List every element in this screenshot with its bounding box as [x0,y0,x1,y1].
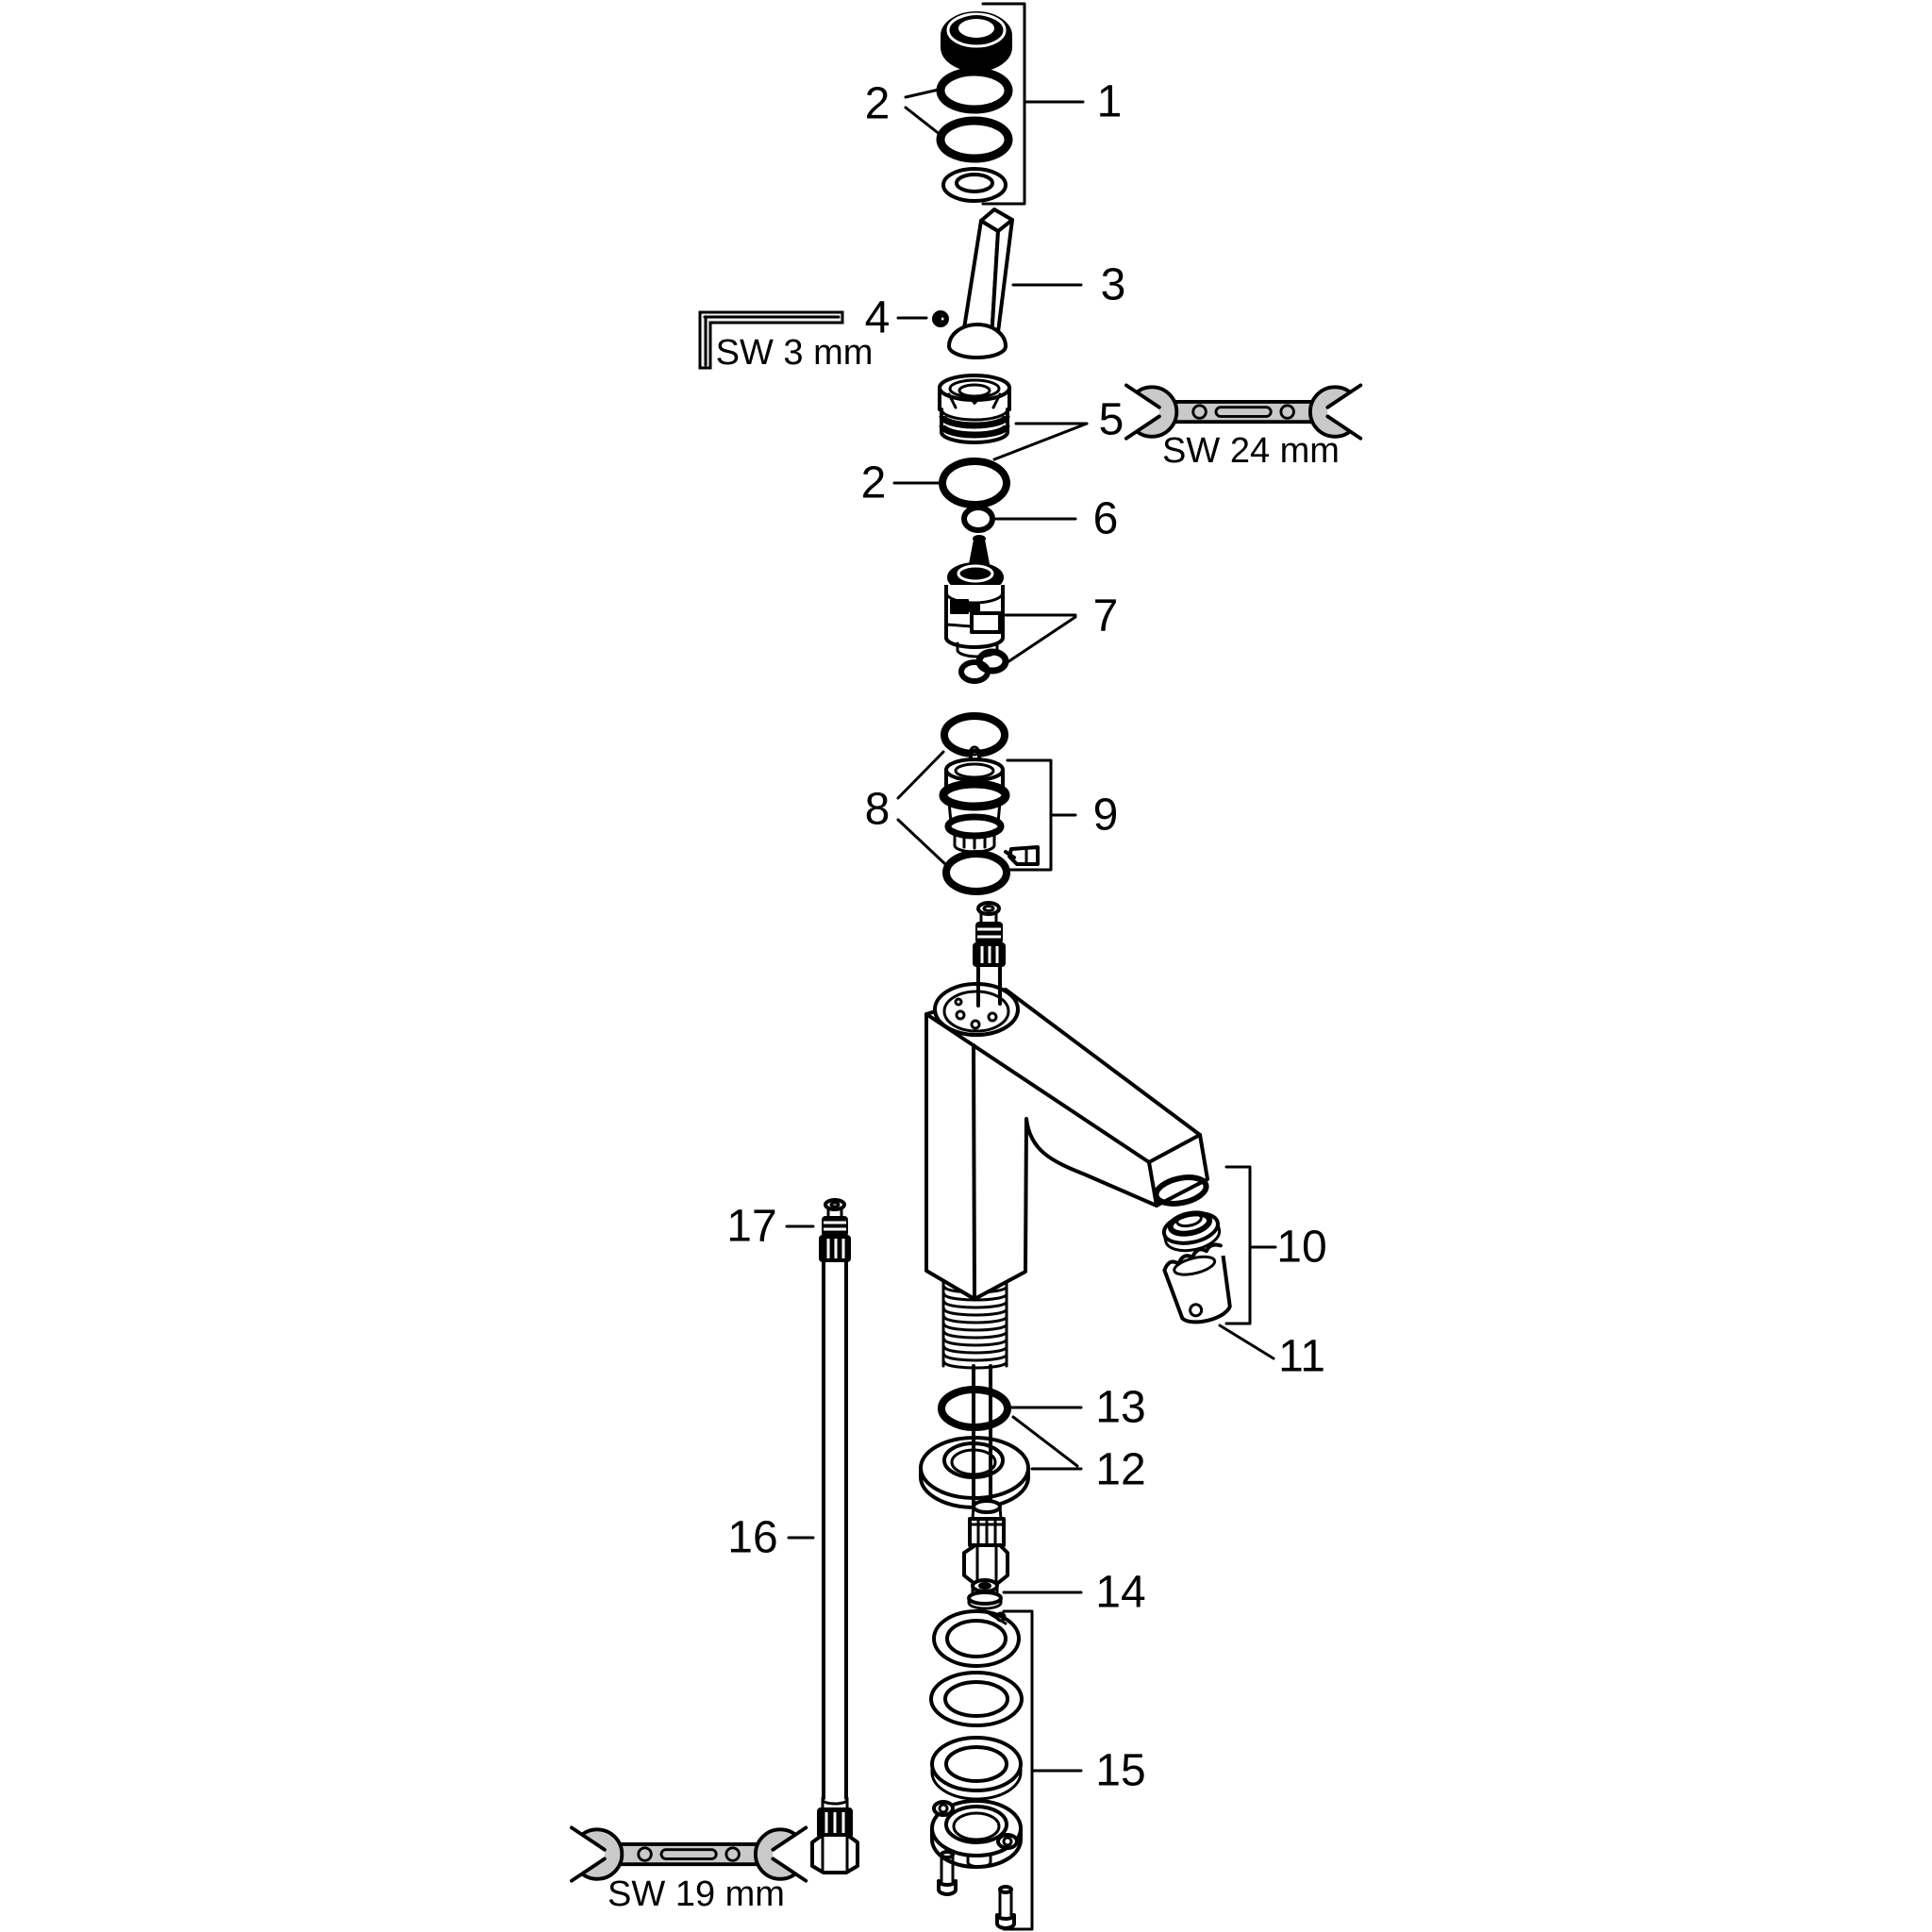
part-15-mounting-set [931,1611,1022,1928]
part-3-lever-handle [949,209,1012,358]
callout-2-mid [861,458,940,508]
callout-13 [1011,1383,1146,1433]
part-8-o-ring-bottom [946,854,1007,891]
callout-11-label: 11 [1278,1331,1325,1382]
callout-4-label: 4 [864,292,891,343]
callout-2-mid-label: 2 [860,458,887,508]
screw-2 [997,1887,1014,1928]
open-end-wrench-19-icon [570,1826,808,1881]
washer [931,1673,1022,1725]
callout-15 [1004,1611,1146,1929]
part-2-o-ring [942,461,1007,505]
callout-2-top [865,79,941,136]
thick-washer [932,1738,1021,1799]
allen-key-size-label: SW 3 mm [715,333,874,373]
part-14-cap [969,1580,1001,1608]
callout-10 [1226,1167,1327,1324]
screw-1 [939,1852,956,1894]
part-1-ring-set [941,12,1011,201]
callout-5 [994,395,1124,460]
part-10-aerator-insert [1161,1208,1223,1255]
callout-12-label: 12 [1095,1444,1146,1495]
callout-9-label: 9 [1092,790,1119,841]
part-4-set-screw [934,312,947,325]
callout-16-label: 16 [727,1512,778,1563]
wrench-24-size-label: SW 24 mm [1162,431,1340,471]
callout-5-label: 5 [1098,394,1124,445]
callout-2-top-label: 2 [864,78,891,129]
callout-8-label: 8 [864,784,891,835]
slotted-washer [934,1611,1019,1666]
part-7-cartridge [946,536,1006,681]
rod-coupler [964,1501,1008,1583]
hose-nut [812,1835,858,1873]
callout-6 [996,494,1118,544]
part-6-o-ring [964,508,992,530]
wrench-19-size-label: SW 19 mm [608,1874,785,1914]
callout-10-label: 10 [1276,1222,1327,1273]
callout-17-label: 17 [726,1201,777,1252]
callout-6-label: 6 [1092,493,1119,544]
callout-15-label: 15 [1095,1745,1146,1796]
callout-1-label: 1 [1096,76,1123,127]
callout-17 [726,1202,813,1252]
callout-8 [865,752,945,864]
callout-11 [1220,1325,1325,1382]
callout-14-label: 14 [1095,1567,1146,1618]
callout-3-label: 3 [1100,259,1126,310]
part-16-supply-hose [812,1261,858,1873]
rod-hex-nut [964,1545,1008,1583]
callout-7-label: 7 [1092,591,1119,641]
callout-3 [1013,260,1125,310]
part-17-hose-connector [820,1200,850,1261]
callout-4 [865,293,926,343]
callout-16 [727,1513,813,1563]
part-11-aerator-housing [1161,1243,1238,1328]
faucet-body [926,903,1208,1368]
part-5-gland-nut [940,375,1009,442]
callout-7 [1002,591,1118,667]
part-9-diverter-unit [943,747,1038,864]
callout-13-label: 13 [1095,1382,1146,1433]
